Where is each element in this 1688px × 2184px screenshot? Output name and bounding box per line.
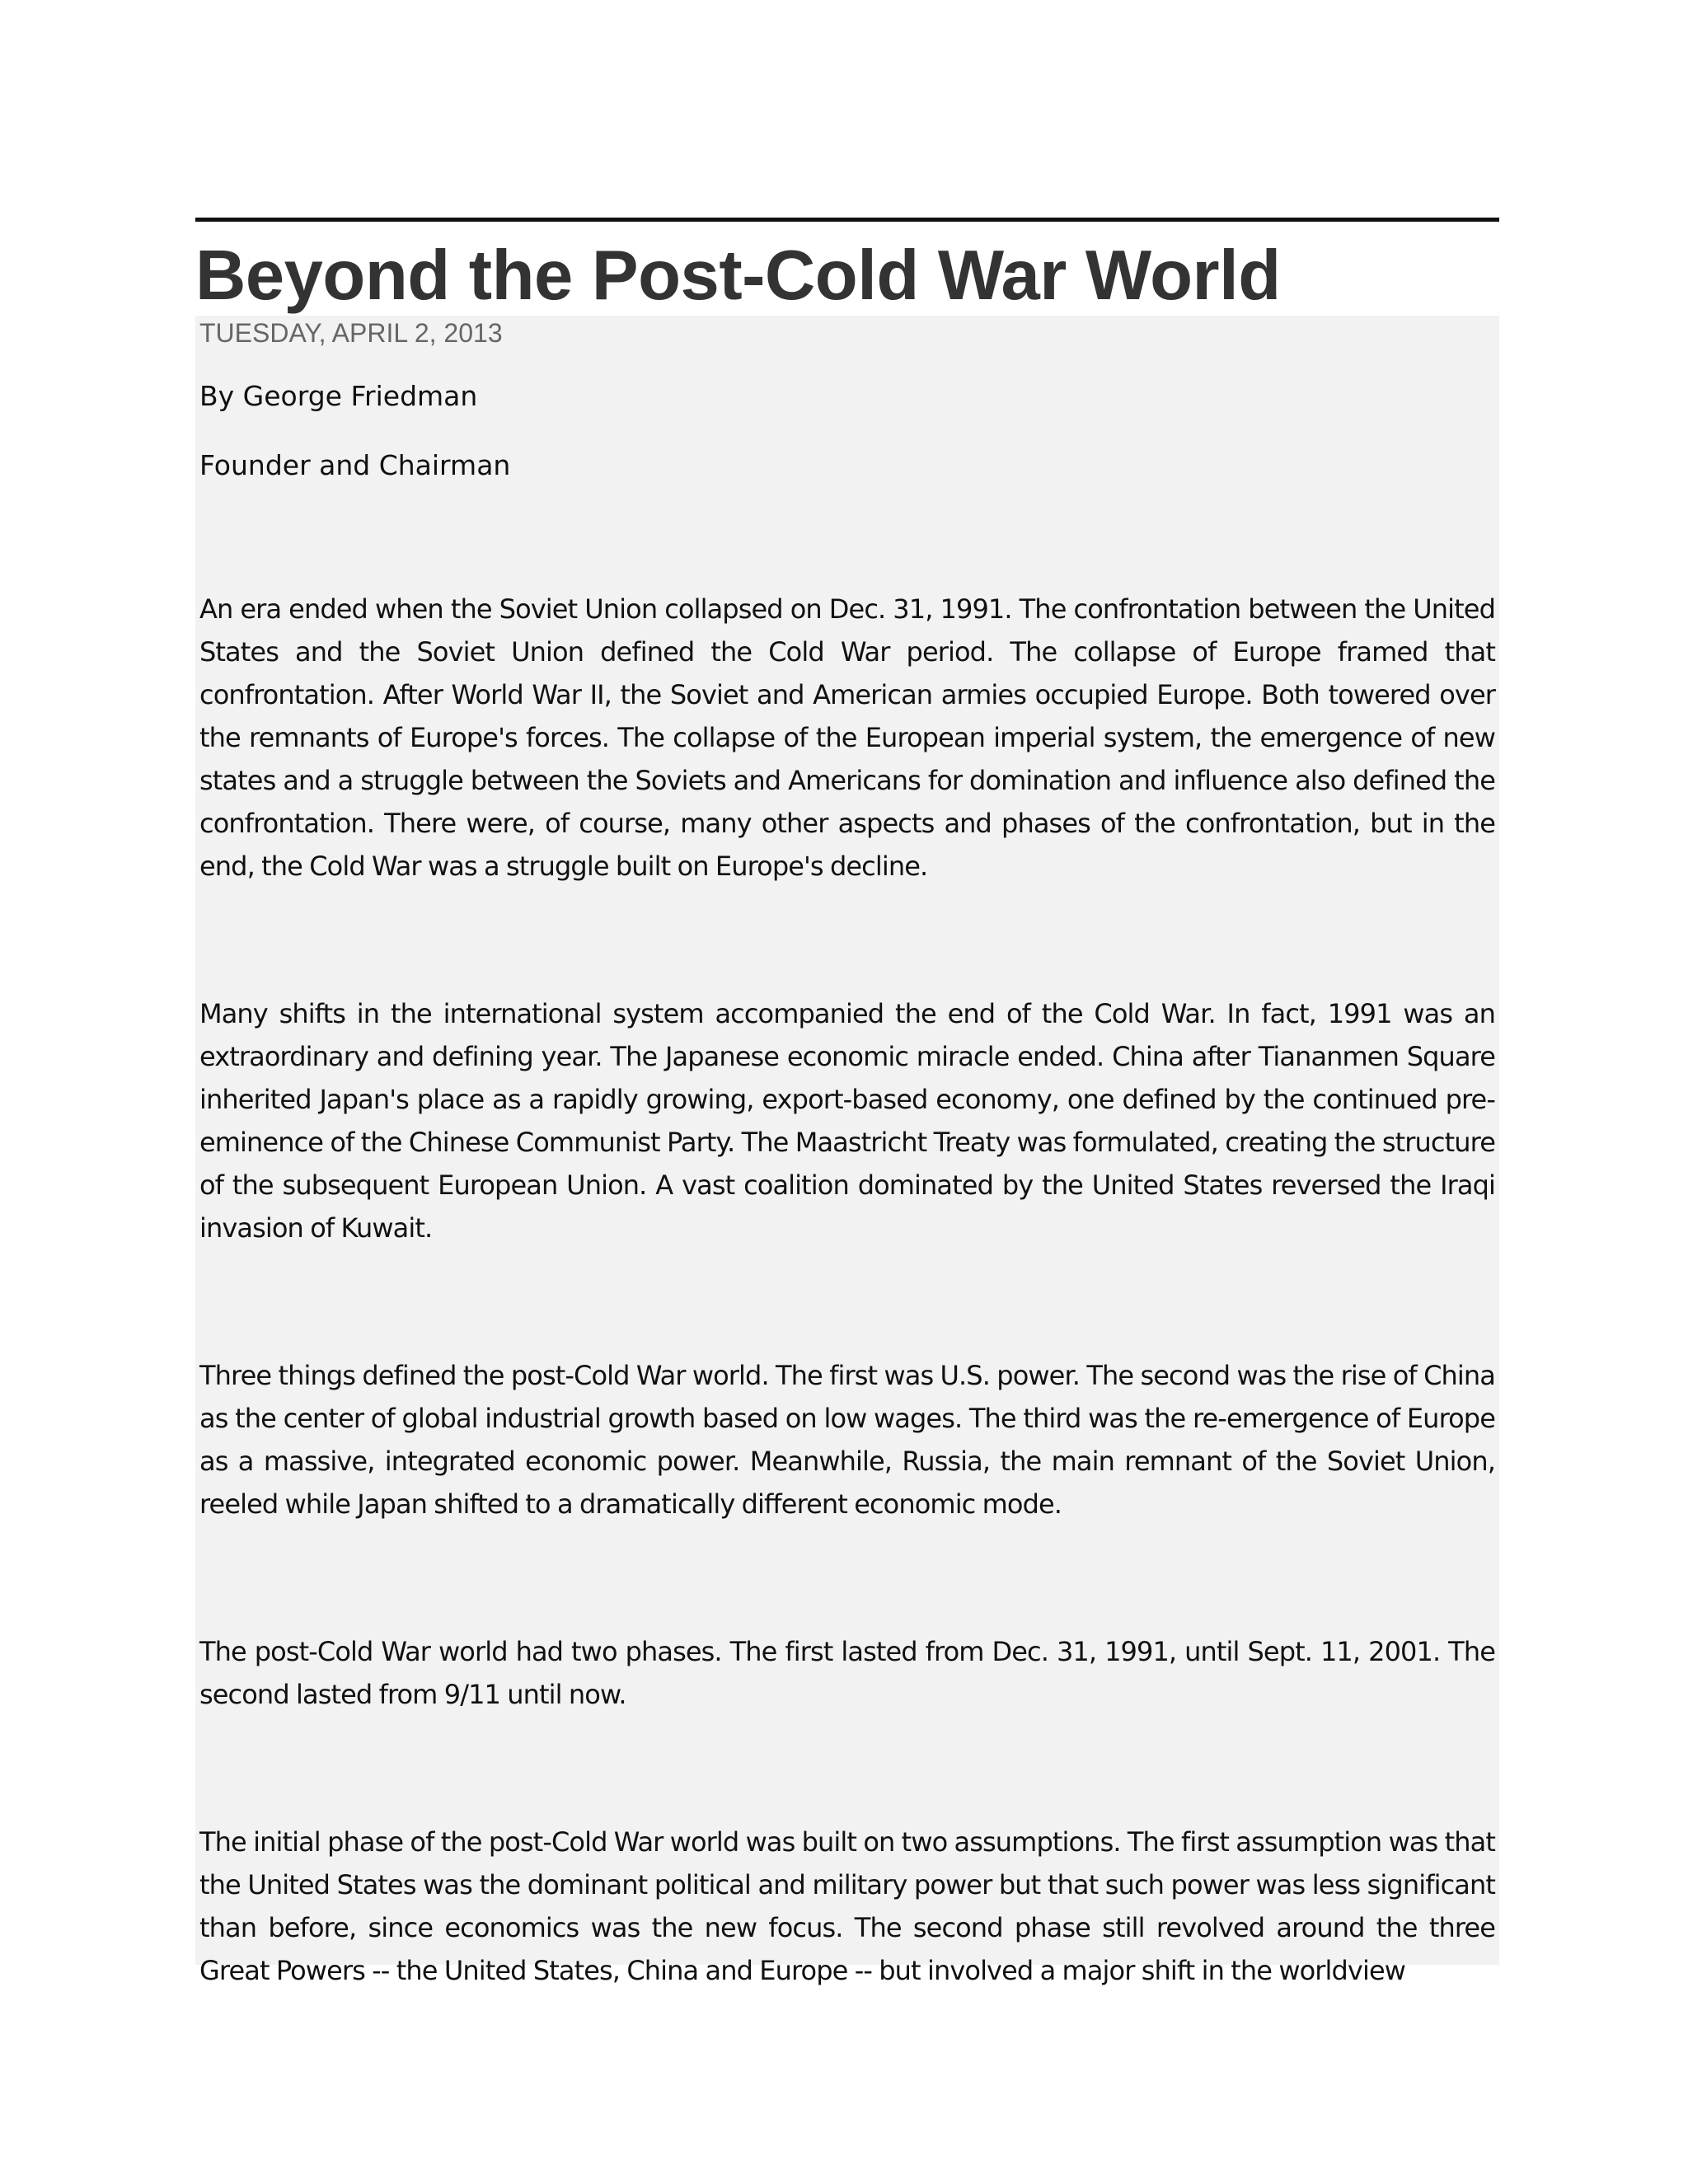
article-body <box>195 316 1499 1986</box>
paragraph-5: The initial phase of the post-Cold War world was built on two assumptions. The first assumption was that the United States was the dominant political and military power but that such power was less significant than before, since economics was the new focus. The second phase still revolved around the three Great Powers -- the United States, China and Europe -- but involved a major shift in the worldview <box>199 1826 1495 1986</box>
article-author: By George Friedman <box>199 380 478 412</box>
paragraph-1: An era ended when the Soviet Union collapsed on Dec. 31, 1991. The confrontation between the United States and the Soviet Union defined the Cold War period. The collapse of Europe framed that confrontation. After World War II, the Soviet and American armies occupied Europe. Both towered over the remnants of Europe's forces. The collapse of the European imperial system, the emergence of new states and a struggle between the Soviets and Americans for domination and influence also defined the confrontation. There were, of course, many other aspects and phases of the confrontation, but in the end, the Cold War was a struggle built on Europe's decline. <box>199 593 1495 882</box>
author-role: Founder and Chairman <box>199 449 511 481</box>
paragraph-3: Three things defined the post-Cold War world. The first was U.S. power. The second was the rise of China as the center of global industrial growth based on low wages. The third was the re-emergence of Europe as a massive, integrated economic power. Meanwhile, Russia, the main remnant of the Soviet Union, reeled while Japan shifted to a dramatically different economic mode. <box>199 1360 1495 1520</box>
article-title: Beyond the Post-Cold War World <box>195 237 1281 315</box>
article-date: TUESDAY, APRIL 2, 2013 <box>199 318 503 348</box>
article-page <box>195 218 1499 1986</box>
paragraph-4: The post-Cold War world had two phases. The first lasted from Dec. 31, 1991, until Sept. 11, 2001. The second lasted from 9/11 until now. <box>199 1636 1495 1710</box>
paragraph-2: Many shifts in the international system accompanied the end of the Cold War. In fact, 1991 was an extraordinary and defining year. The Japanese economic miracle ended. China after Tiananmen Square inherited Japan's place as a rapidly growing, export-based economy, one defined by the continued pre-eminence of the Chinese Communist Party. The Maastricht Treaty was formulated, creating the structure of the subsequent European Union. A vast coalition dominated by the United States reversed the Iraqi invasion of Kuwait. <box>199 998 1495 1244</box>
